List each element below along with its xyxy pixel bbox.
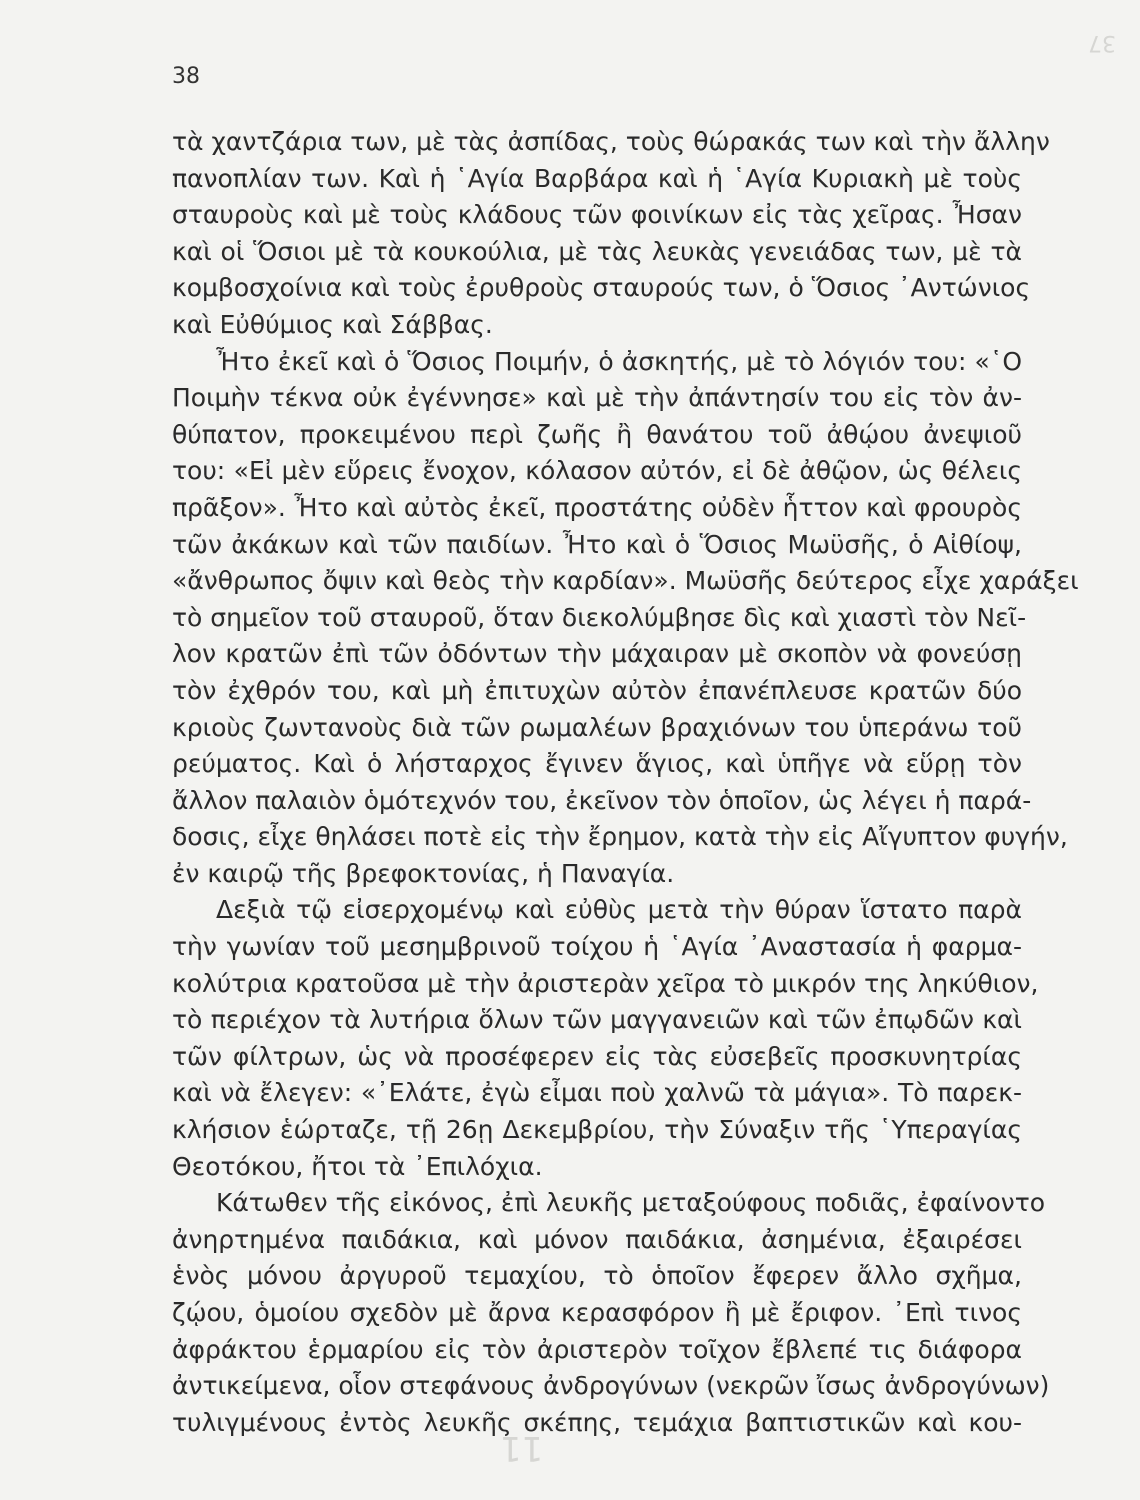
bleed-through-page-number: 37	[1088, 30, 1116, 55]
body-text	[172, 124, 1079, 1441]
page-number: 38	[172, 64, 200, 89]
text-line: ζῴου, ὁμοίου σχεδὸν μὲ ἄρνα κερασφόρον ἢ μὲ ἔριφον. ᾿Επὶ τινος	[172, 1298, 1022, 1327]
text-line: πρᾶξον». Ἦτο καὶ αὐτὸς ἐκεῖ, προστάτης οὐδὲν ἧττον καὶ φρουρὸς	[172, 492, 1022, 522]
paragraph-start-line: Κάτωθεν τῆς εἰκόνος, ἐπὶ λευκῆς μεταξούφους ποδιᾶς, ἐφαίνοντο	[216, 1188, 1046, 1218]
text-line: κολύτρια κρατοῦσα μὲ τὴν ἀριστερὰν χεῖρα τὸ μικρόν της ληκύθιον,	[172, 968, 1039, 998]
text-line: ἀφράκτου ἑρμαρίου εἰς τὸν ἀριστερὸν τοῖχον ἔβλεπέ τις διάφορα	[172, 1334, 1022, 1364]
text-line: Ποιμὴν τέκνα οὐκ ἐγέννησε» καὶ μὲ τὴν ἀπάντησίν του εἰς τὸν ἀν-	[172, 383, 1022, 413]
text-line: τῶν φίλτρων, ὡς νὰ προσέφερεν εἰς τὰς εὐσεβεῖς προσκυνητρίας	[172, 1041, 1022, 1071]
text-line: κομβοσχοίνια καὶ τοὺς ἐρυθροὺς σταυρούς των, ὁ Ὅσιος ᾿Αντώνιος	[172, 273, 1031, 303]
text-line: τὸ σημεῖον τοῦ σταυροῦ, ὅταν διεκολύμβησε δὶς καὶ χιαστὶ τὸν Νεῖ-	[172, 602, 1027, 632]
text-line: τυλιγμένους ἐντὸς λευκῆς σκέπης, τεμάχια βαπτιστικῶν καὶ κου-	[172, 1407, 1022, 1437]
text-line: καὶ νὰ ἔλεγεν: «᾿Ελάτε, ἐγὼ εἶμαι ποὺ χαλνῶ τὰ μάγια». Τὸ παρεκ-	[172, 1078, 1022, 1108]
text-line: τὸ περιέχον τὰ λυτήρια ὅλων τῶν μαγγανειῶν καὶ τῶν ἐπῳδῶν καὶ	[172, 1005, 1022, 1035]
text-line: τὰ χαντζάρια των, μὲ τὰς ἀσπίδας, τοὺς θώρακάς των καὶ τὴν ἄλλην	[172, 127, 1050, 156]
text-line: κλήσιον ἑώρταζε, τῇ 26ῃ Δεκεμβρίου, τὴν Σύναξιν τῆς ῾Υπεραγίας	[172, 1115, 1022, 1145]
text-line: «ἄνθρωπος ὄψιν καὶ θεὸς τὴν καρδίαν». Μωϋσῆς δεύτερος εἶχε χαράξει	[172, 566, 1079, 596]
text-line: δοσις, εἶχε θηλάσει ποτὲ εἰς τὴν ἔρημον, κατὰ τὴν εἰς Αἴγυπτον φυγήν,	[172, 822, 1068, 852]
text-line: Θεοτόκου, ἤτοι τὰ ᾿Επιλόχια.	[172, 1151, 543, 1181]
paragraph-start-line: Ἦτο ἐκεῖ καὶ ὁ Ὅσιος Ποιμήν, ὁ ἀσκητής, μὲ τὸ λόγιόν του: «῾Ο	[216, 346, 1022, 376]
text-line: τὴν γωνίαν τοῦ μεσημβρινοῦ τοίχου ἡ ῾Αγία ᾿Αναστασία ἡ φαρμα-	[172, 932, 1022, 962]
text-line: ἄλλον παλαιὸν ὁμότεχνόν του, ἐκεῖνον τὸν ὁποῖον, ὡς λέγει ἡ παρά-	[172, 785, 1032, 815]
text-line: θύπατον, προκειμένου περὶ ζωῆς ἢ θανάτου τοῦ ἀθῴου ἀνεψιοῦ	[172, 419, 1022, 449]
text-line: καὶ Εὐθύμιος καὶ Σάββας.	[172, 309, 493, 339]
bleed-through-mark: 11	[500, 1428, 544, 1468]
text-line: ἑνὸς μόνου ἀργυροῦ τεμαχίου, τὸ ὁποῖον ἔφερεν ἄλλο σχῆμα,	[172, 1261, 1022, 1291]
text-line: του: «Εἰ μὲν εὕρεις ἔνοχον, κόλασον αὐτόν, εἰ δὲ ἀθῷον, ὡς θέλεις	[172, 456, 1022, 486]
text-line: κριοὺς ζωντανοὺς διὰ τῶν ρωμαλέων βραχιόνων του ὑπεράνω τοῦ	[172, 712, 1022, 742]
text-line: ρεύματος. Καὶ ὁ λήσταρχος ἔγινεν ἅγιος, καὶ ὑπῆγε νὰ εὕρῃ τὸν	[172, 749, 1022, 779]
text-line: ἀνηρτημένα παιδάκια, καὶ μόνον παιδάκια, ἀσημένια, ἐξαιρέσει	[172, 1224, 1022, 1254]
text-line: ἐν καιρῷ τῆς βρεφοκτονίας, ἡ Παναγία.	[172, 858, 675, 888]
text-line: τῶν ἀκάκων καὶ τῶν παιδίων. Ἦτο καὶ ὁ Ὅσιος Μωϋσῆς, ὁ Αἰθίοψ,	[172, 529, 1022, 559]
text-line: καὶ οἱ Ὅσιοι μὲ τὰ κουκούλια, μὲ τὰς λευκὰς γενειάδας των, μὲ τὰ	[172, 236, 1022, 266]
paragraph-start-line: Δεξιὰ τῷ εἰσερχομένῳ καὶ εὐθὺς μετὰ τὴν θύραν ἵστατο παρὰ	[216, 895, 1022, 925]
text-line: ἀντικείμενα, οἷον στεφάνους ἀνδρογύνων (νεκρῶν ἴσως ἀνδρογύνων)	[172, 1371, 1050, 1401]
text-line: τὸν ἐχθρόν του, καὶ μὴ ἐπιτυχὼν αὐτὸν ἐπανέπλευσε κρατῶν δύο	[172, 675, 1022, 705]
text-line: σταυροὺς καὶ μὲ τοὺς κλάδους τῶν φοινίκων εἰς τὰς χεῖρας. Ἦσαν	[172, 200, 1022, 230]
text-line: πανοπλίαν των. Καὶ ἡ ῾Αγία Βαρβάρα καὶ ἡ ῾Αγία Κυριακὴ μὲ τοὺς	[172, 163, 1022, 193]
text-line: λον κρατῶν ἐπὶ τῶν ὀδόντων τὴν μάχαιραν μὲ σκοπὸν νὰ φονεύσῃ	[172, 639, 1022, 669]
